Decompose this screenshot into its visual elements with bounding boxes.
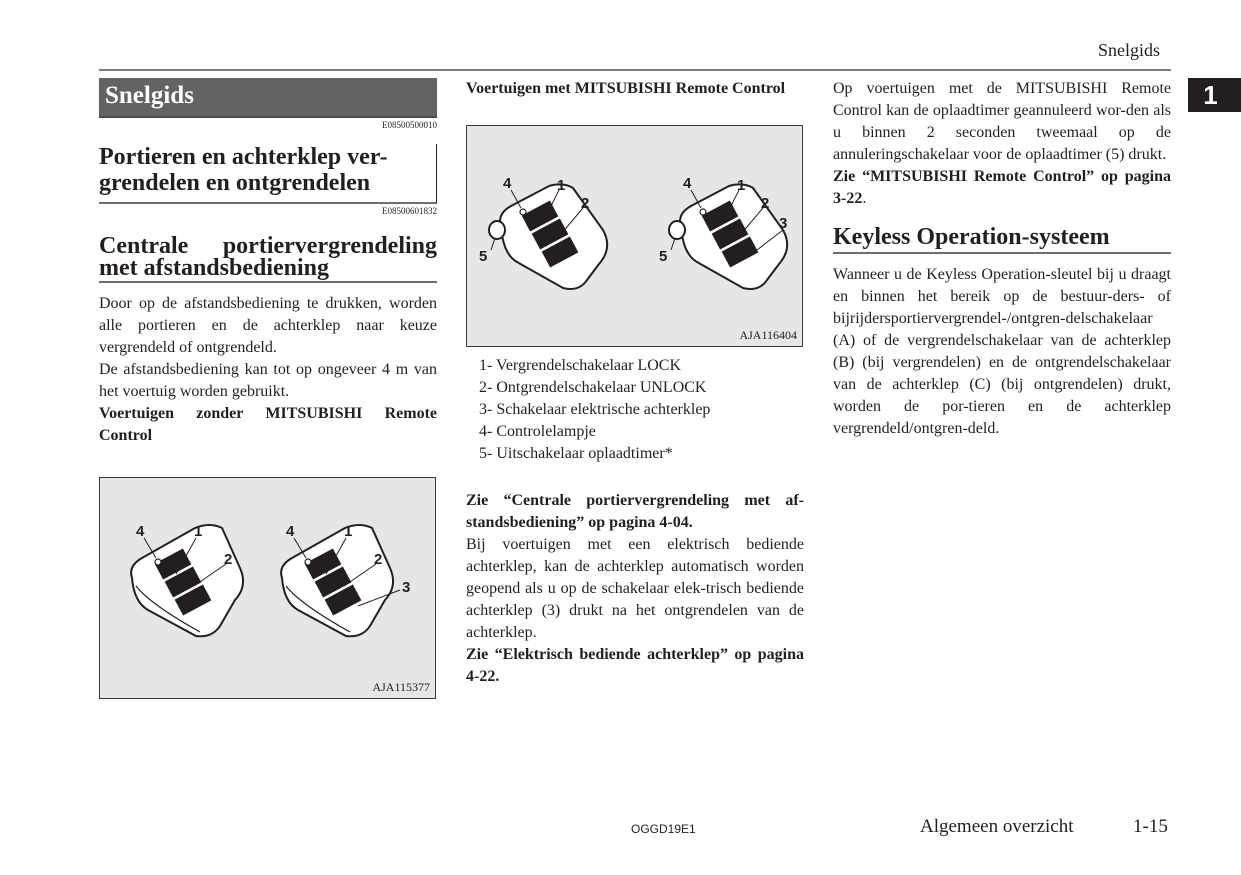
callout-4: 4 — [683, 175, 692, 192]
callout-5: 5 — [479, 248, 488, 265]
heading-line-2: grendelen en ontgrendelen — [99, 170, 371, 196]
chapter-number: 1 — [1203, 79, 1218, 110]
legend-item: 4- Controlelampje — [479, 423, 596, 440]
callout-3: 3 — [779, 215, 788, 232]
running-header-title: Snelgids — [1098, 40, 1161, 60]
heading-centrale-portiervergrendeling — [99, 235, 437, 283]
figure-code: AJA115377 — [372, 680, 430, 694]
reference-text: Zie “MITSUBISHI Remote Control” op pagina 3-22 — [833, 168, 1171, 207]
callout-2: 2 — [581, 195, 590, 212]
legend-item: 1- Vergrendelschakelaar LOCK — [479, 357, 681, 374]
reference-period: . — [862, 190, 867, 207]
callout-2: 2 — [761, 195, 770, 212]
callout-1: 1 — [737, 177, 746, 194]
reference-centrale-portiervergrendeling: Zie “Centrale portiervergrendeling met af-standsbediening” op pagina 4-04. — [466, 492, 804, 531]
key-fob-illustration — [467, 126, 804, 348]
callout-1: 1 — [194, 523, 203, 540]
figure-key-fobs-zonder-remote — [99, 477, 436, 699]
callout-1: 1 — [557, 177, 566, 194]
callout-4: 4 — [503, 175, 512, 192]
figure-code: AJA116404 — [739, 328, 797, 342]
section-banner: Snelgids — [99, 78, 437, 118]
section-ref-code: E08500500010 — [382, 120, 437, 130]
chapter-tab — [1188, 78, 1241, 112]
heading2-line-2: met afstandsbediening — [99, 255, 330, 281]
paragraph-elektrische-achterklep: Bij voertuigen met een elektrisch bediende achterklep, kan de achterklep automatisch worden geopend als u op de schakelaar elek-trisch bediende achterklep (3) drukt na het ontgrendelen van de achterklep. — [466, 536, 804, 641]
callout-2: 2 — [374, 551, 383, 568]
column-2 — [466, 78, 804, 688]
paragraph-keyless-operation: Wanneer u de Keyless Operation-sleutel bij u draagt en binnen het bereik op de bestuur-ders- of bijrijdersportiervergrendel-/ontgren-delschakelaar (A) of de vergrendelschakelaar van de achterklep (B) (bij vergrendelen) en de ontgrendelschakelaar van de achterklep (C) (bij ontgrendelen) drukt, worden de por-tieren en de achterklep vergrendeld/ontgren-deld. — [833, 266, 1171, 437]
footer-page-number: 1-15 — [1133, 816, 1168, 837]
callout-2: 2 — [224, 551, 233, 568]
legend-item: 5- Uitschakelaar oplaadtimer* — [479, 445, 673, 462]
callout-3: 3 — [402, 579, 411, 596]
callout-4: 4 — [286, 523, 295, 540]
column-1 — [99, 78, 437, 699]
column-3 — [833, 78, 1171, 440]
legend-list — [466, 355, 804, 465]
subheading-met-remote: Voertuigen met MITSUBISHI Remote Control — [466, 80, 786, 97]
footer-section-title: Algemeen overzicht — [920, 816, 1074, 837]
callout-4: 4 — [136, 523, 145, 540]
subheading-zonder-remote: Voertuigen zonder MITSUBISHI Remote Control — [99, 405, 437, 444]
legend-item: 2- Ontgrendelschakelaar UNLOCK — [479, 379, 707, 396]
callout-1: 1 — [344, 523, 353, 540]
figure-key-fobs-met-remote — [466, 125, 803, 347]
heading-portieren — [99, 144, 437, 204]
heading-line-1: Portieren en achterklep ver- — [99, 144, 388, 170]
paragraph-bereik: De afstandsbediening kan tot op ongeveer 4 m van het voertuig worden gebruikt. — [99, 361, 437, 400]
paragraph-afstandsbediening: Door op de afstandsbediening te drukken, worden alle portieren en de achterklep naar keuze vergrendeld of ontgrendeld. — [99, 295, 437, 356]
heading2-line-1: Centrale portiervergrendeling — [99, 233, 437, 259]
heading-ref-code: E08500601832 — [382, 206, 437, 216]
footer-document-code: OGGD19E1 — [631, 822, 696, 836]
reference-elektrisch-bediende-achterklep: Zie “Elektrisch bediende achterklep” op pagina 4-22. — [466, 646, 804, 685]
legend-item: 3- Schakelaar elektrische achterklep — [479, 401, 711, 418]
header-rule — [99, 69, 1171, 71]
key-fob-illustration — [100, 478, 437, 700]
reference-mitsubishi-remote-control — [833, 166, 1171, 210]
heading-keyless-operation: Keyless Operation-systeem — [833, 224, 1171, 254]
callout-5: 5 — [659, 248, 668, 265]
paragraph-oplaadtimer: Op voertuigen met de MITSUBISHI Remote Control kan de oplaadtimer geannuleerd wor-den als u binnen 2 seconden tweemaal op de annuleringschakelaar voor de oplaadtimer (5) drukt. — [833, 80, 1171, 163]
